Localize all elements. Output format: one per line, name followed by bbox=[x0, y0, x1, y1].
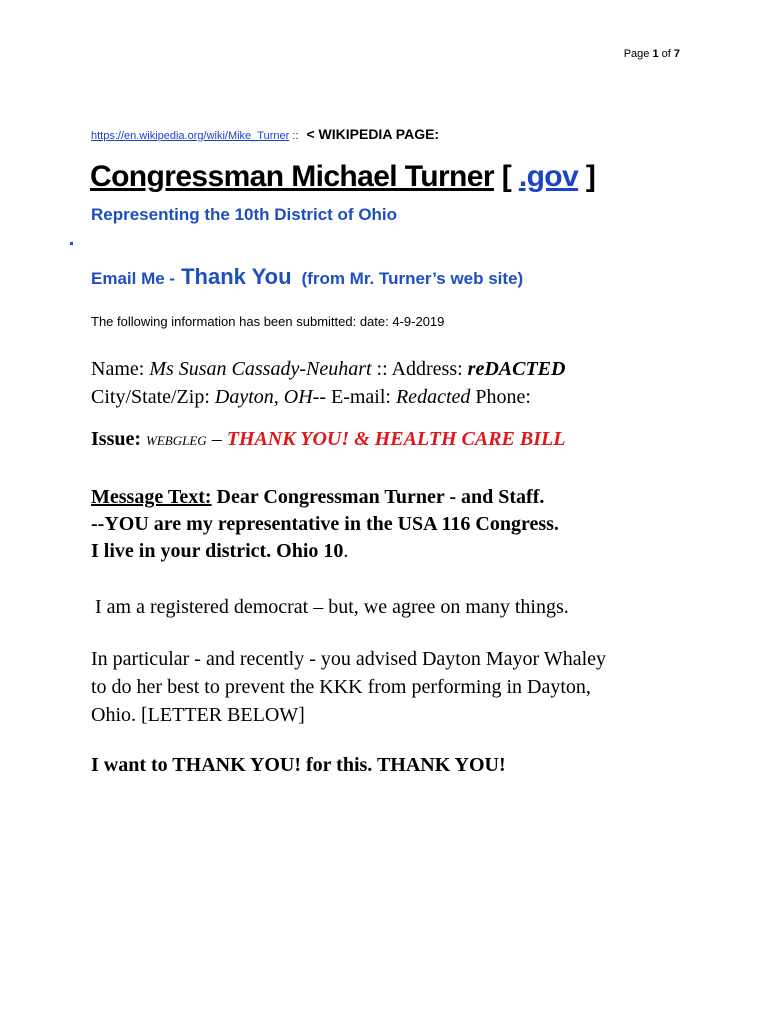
email-me-label: Email Me - bbox=[91, 269, 176, 288]
thank-you-label: Thank You bbox=[181, 264, 292, 289]
paragraph-kkk bbox=[91, 645, 606, 729]
message-line-1: Message Text: Dear Congressman Turner - and Staff. bbox=[91, 486, 545, 508]
name-value: Ms Susan Cassady-Neuhart bbox=[149, 358, 372, 380]
issue-label: Issue: bbox=[91, 428, 147, 450]
submission-info: The following information has been submitted: date: 4-9-2019 bbox=[91, 314, 445, 329]
page-number: Page 1 of 7 bbox=[623, 48, 680, 60]
paragraph-democrat: I am a registered democrat – but, we agree on many things. bbox=[95, 596, 569, 618]
wikipedia-link[interactable]: https://en.wikipedia.org/wiki/Mike_Turner bbox=[91, 130, 290, 142]
source-separator: :: bbox=[289, 130, 299, 142]
paragraph-line: In particular - and recently - you advised Dayton Mayor Whaley bbox=[91, 648, 606, 670]
city-email-line: City/State/Zip: Dayton, OH-- E-mail: Redacted Phone: bbox=[91, 386, 531, 408]
wikipedia-label: < WIKIPEDIA PAGE: bbox=[306, 126, 440, 142]
name-address-line: Name: Ms Susan Cassady-Neuhart :: Address: reDACTED bbox=[91, 358, 566, 380]
from-site-label: (from Mr. Turner’s web site) bbox=[301, 269, 524, 288]
issue-tag: WEBGLEG bbox=[146, 433, 207, 448]
issue-line: Issue: WEBGLEG – THANK YOU! & HEALTH CARE BILL bbox=[91, 428, 566, 450]
message-line-2: --YOU are my representative in the USA 116 Congress. bbox=[91, 513, 559, 535]
paragraph-thanks: I want to THANK YOU! for this. THANK YOU! bbox=[91, 754, 506, 776]
title-bracket-open: [ bbox=[493, 160, 519, 193]
message-text bbox=[91, 484, 559, 565]
address-value: reDACTED bbox=[467, 358, 566, 380]
paragraph-line: to do her best to prevent the KKK from performing in Dayton, bbox=[91, 676, 591, 698]
contact-info bbox=[91, 355, 565, 411]
title-name: Congressman Michael Turner bbox=[90, 160, 494, 193]
paragraph-line: Ohio. [LETTER BELOW] bbox=[91, 704, 305, 726]
message-label: Message Text: bbox=[91, 486, 212, 508]
title-bracket-close: ] bbox=[578, 160, 596, 193]
email-heading bbox=[91, 264, 523, 290]
city-value: Dayton, OH-- bbox=[214, 386, 326, 408]
issue-subject: THANK YOU! & HEALTH CARE BILL bbox=[226, 428, 566, 450]
page-title bbox=[90, 160, 595, 194]
message-line-3: I live in your district. Ohio 10. bbox=[91, 540, 349, 562]
gov-link[interactable]: .gov bbox=[518, 160, 579, 193]
bullet-dot bbox=[70, 242, 73, 245]
source-line bbox=[91, 126, 439, 144]
district-subtitle: Representing the 10th District of Ohio bbox=[91, 205, 398, 224]
email-value: Redacted bbox=[395, 386, 471, 408]
